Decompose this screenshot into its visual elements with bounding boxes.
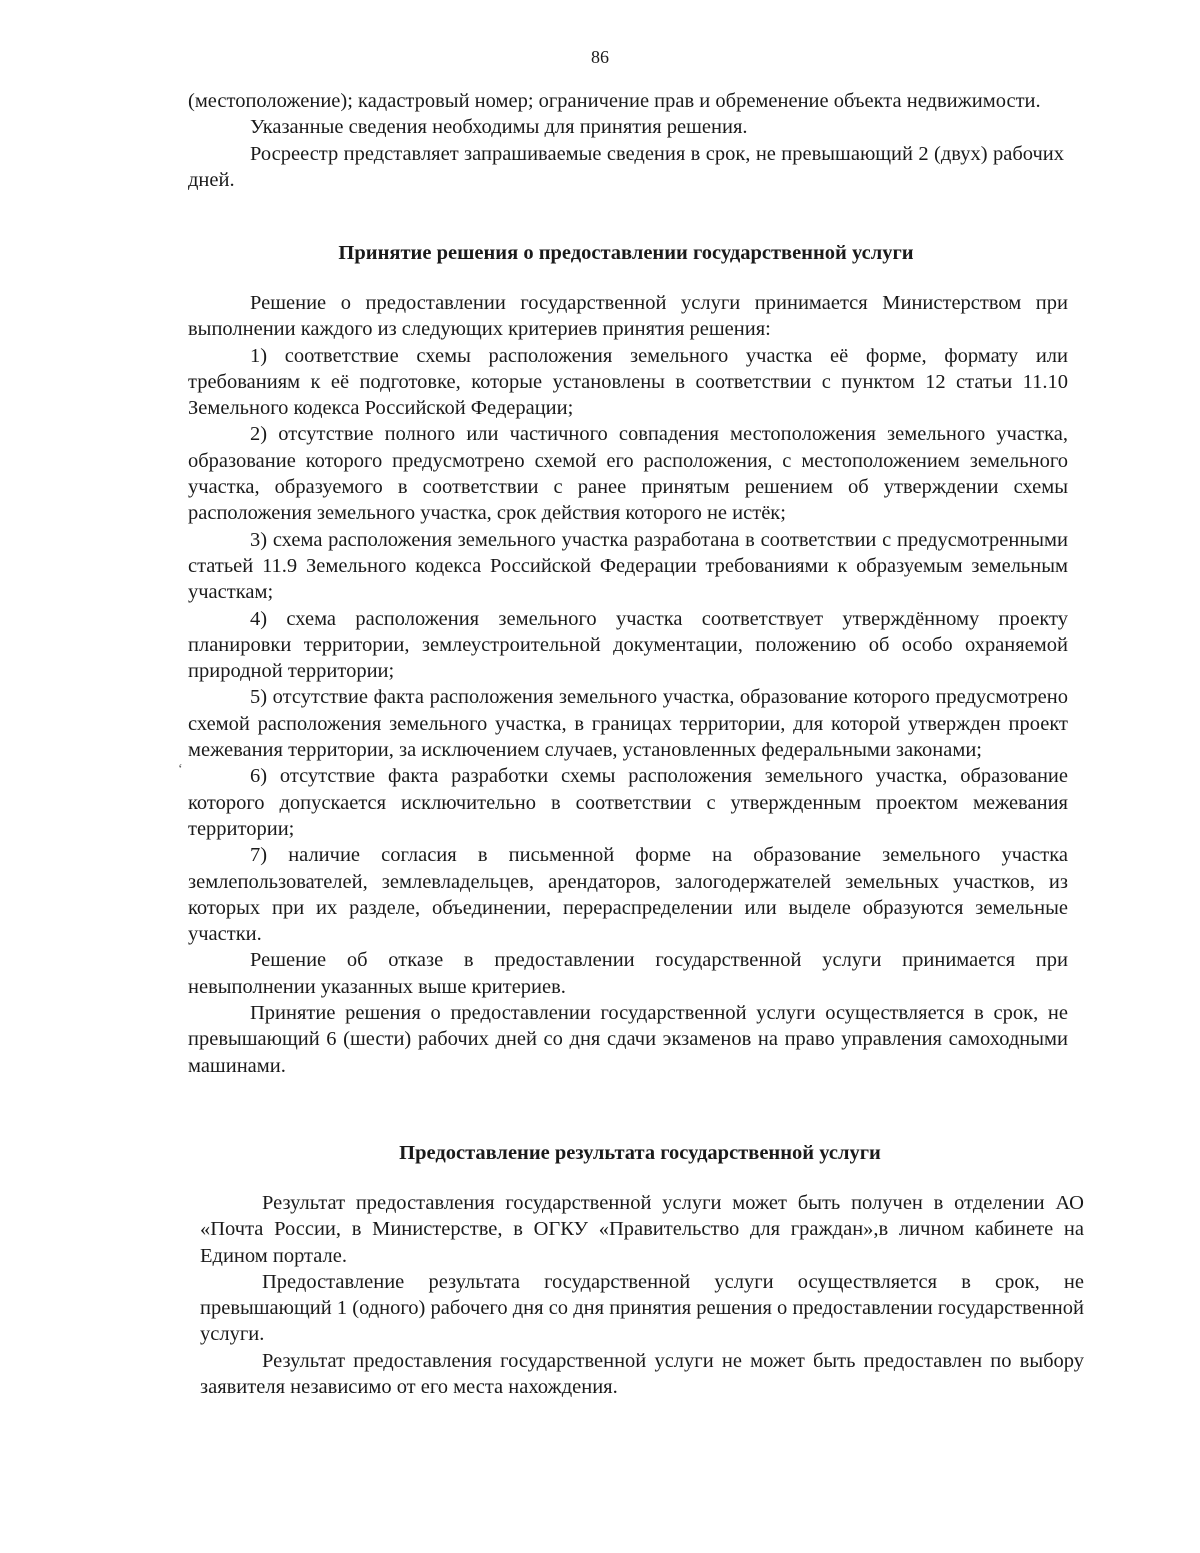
criterion-item-1: 1) соответствие схемы расположения земельного участка её форме, формату или требованиям к её подготовке, которые установлены в соответствии с пунктом 12 статьи 11.10 Земельного кодекса Российской Федерации; xyxy=(188,344,1068,420)
paragraph-result-channels: Результат предоставления государственной услуги может быть получен в отделении АО «Почта России, в Министерстве, в ОГКУ «Правительство для граждан»,в личном кабинете на Едином портале. xyxy=(200,1192,1084,1267)
paragraph-refusal: Решение об отказе в предоставлении государственной услуги принимается при невыполнении указанных выше критериев. xyxy=(188,949,1068,998)
intro-block xyxy=(188,88,1064,193)
paragraph-result-restriction: Результат предоставления государственной услуги не может быть предоставлен по выбору заявителя независимо от его места нахождения. xyxy=(200,1349,1084,1399)
criterion-item-7: 7) наличие согласия в письменной форме на образование земельного участка землепользователей, землевладельцев, арендаторов, залогодержателей земельных участков, из которых при их разделе, объединении, перераспределении или выделе образуются земельные участки. xyxy=(188,844,1068,946)
decision-criteria-block xyxy=(188,290,1068,1079)
section-decision-heading-block xyxy=(188,240,1064,266)
result-block xyxy=(200,1190,1084,1400)
paragraph-rosreestr-term: Росреестр представляет запрашиваемые сведения в срок, не превышающий 2 (двух) рабочих дней. xyxy=(188,142,1064,191)
page-number: 86 xyxy=(591,47,609,67)
criterion-item-5: 5) отсутствие факта расположения земельного участка, образование которого предусмотрено схемой расположения земельного участка, в границах территории, для которой утвержден проект межевания территории, за исключением случаев, установленных федеральными законами; xyxy=(188,686,1068,762)
paragraph-continuation: (местоположение); кадастровый номер; ограничение прав и обременение объекта недвижимости. xyxy=(188,90,1041,112)
criterion-item-4: 4) схема расположения земельного участка соответствует утверждённому проекту планировки территории, землеустроительной документации, положению об особо охраняемой природной территории; xyxy=(188,607,1068,683)
criterion-item-6: 6) отсутствие факта разработки схемы расположения земельного участка, образование которого допускается исключительно в соответствии с утвержденным проектом межевания территории; xyxy=(188,765,1068,840)
criterion-item-2: 2) отсутствие полного или частичного совпадения местоположения земельного участка, образование которого предусмотрено схемой его расположения, с местоположением земельного участка, образуемого в соответствии с ранее принятым решением об утверждении схемы расположения земельного участка, срок действия которого не истёк; xyxy=(188,423,1068,525)
section-heading-decision: Принятие решения о предоставлении государственной услуги xyxy=(338,242,914,264)
paragraph-info-needed: Указанные сведения необходимы для принятия решения. xyxy=(250,116,748,139)
criterion-item-3: 3) схема расположения земельного участка разработана в соответствии с предусмотренными статьей 11.9 Земельного кодекса Российской Федерации требованиями к образуемым земельным участкам; xyxy=(188,528,1068,604)
paragraph-result-term: Предоставление результата государственной услуги осуществляется в срок, не превышающий 1 (одного) рабочего дня со дня принятия решения о предоставлении государственной услуги. xyxy=(200,1270,1084,1346)
scan-speck-mark: ‘ xyxy=(178,762,183,777)
paragraph-decision-intro: Решение о предоставлении государственной услуги принимается Министерством при выполнении каждого из следующих критериев принятия решения: xyxy=(188,292,1068,341)
paragraph-decision-term: Принятие решения о предоставлении государственной услуги осуществляется в срок, не превышающий 6 (шести) рабочих дней со дня сдачи экзаменов на право управления самоходными машинами. xyxy=(188,1002,1068,1077)
section-heading-result: Предоставление результата государственной услуги xyxy=(399,1142,881,1164)
section-result-heading-block xyxy=(200,1140,1080,1166)
